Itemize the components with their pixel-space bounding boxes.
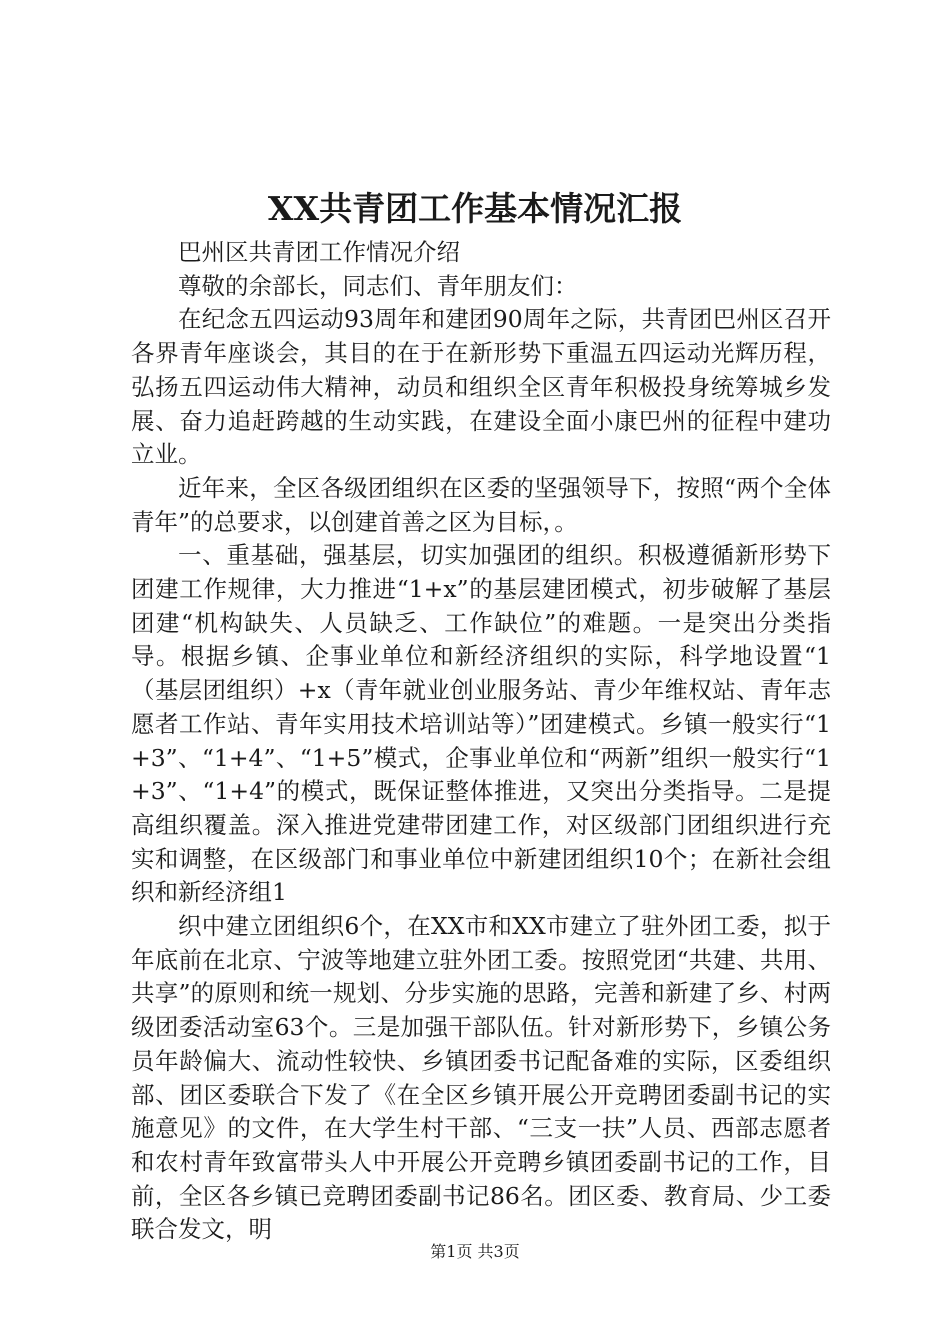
paragraph-subtitle: 巴州区共青团工作情况介绍 bbox=[178, 238, 460, 266]
document-body bbox=[131, 236, 831, 1247]
paragraph-continuation: 织中建立团组织6个，在XX市和XX市建立了驻外团工委，拟于年底前在北京、宁波等地建立驻外团工委。按照党团“共建、共用、共享”的原则和统一规划、分步实施的思路，完善和新建了乡、村两级团委活动室63个。三是加强干部队伍。针对新形势下，乡镇公务员年龄偏大、流动性较快、乡镇团委书记配备难的实际，区委组织部、团区委联合下发了《在全区乡镇开展公开竞聘团委副书记的实施意见》的文件，在大学生村干部、“三支一扶”人员、西部志愿者和农村青年致富带头人中开展公开竞聘乡镇团委副书记的工作，目前，全区各乡镇已竞聘团委副书记86名。团区委、教育局、少工委联合发文，明 bbox=[131, 912, 831, 1244]
paragraph-recent-years: 近年来，全区各级团组织在区委的坚强领导下，按照“两个全体青年”的总要求，以创建首善之区为目标，。 bbox=[131, 473, 831, 536]
page-footer: 第1页 共3页 bbox=[430, 1242, 520, 1261]
document-title: XX共青团工作基本情况汇报 bbox=[267, 189, 683, 228]
paragraph-salutation: 尊敬的余部长，同志们、青年朋友们： bbox=[178, 271, 578, 300]
paragraph-intro: 在纪念五四运动93周年和建团90周年之际，共青团巴州区召开各界青年座谈会，其目的在于在新形势下重温五四运动光辉历程，弘扬五四运动伟大精神，动员和组织全区青年积极投身统筹城乡发展、奋力追赶跨越的生动实践，在建设全面小康巴州的征程中建功立业。 bbox=[131, 305, 831, 469]
paragraph-section-one: 一、重基础，强基层，切实加强团的组织。积极遵循新形势下团建工作规律，大力推进“1+x”的基层建团模式，初步破解了基层团建“机构缺失、人员缺乏、工作缺位”的难题。一是突出分类指导。根据乡镇、企事业单位和新经济组织的实际，科学地设置“1（基层团组织）+x（青年就业创业服务站、青少年维权站、青年志愿者工作站、青年实用技术培训站等）”团建模式。乡镇一般实行“1+3”、“1+4”、“1+5”模式，企事业单位和“两新”组织一般实行“1+3”、“1+4”的模式，既保证整体推进，又突出分类指导。二是提高组织覆盖。深入推进党建带团建工作，对区级部门团组织进行充实和调整，在区级部门和事业单位中新建团组织10个；在新社会组织和新经济组1 bbox=[131, 541, 831, 907]
